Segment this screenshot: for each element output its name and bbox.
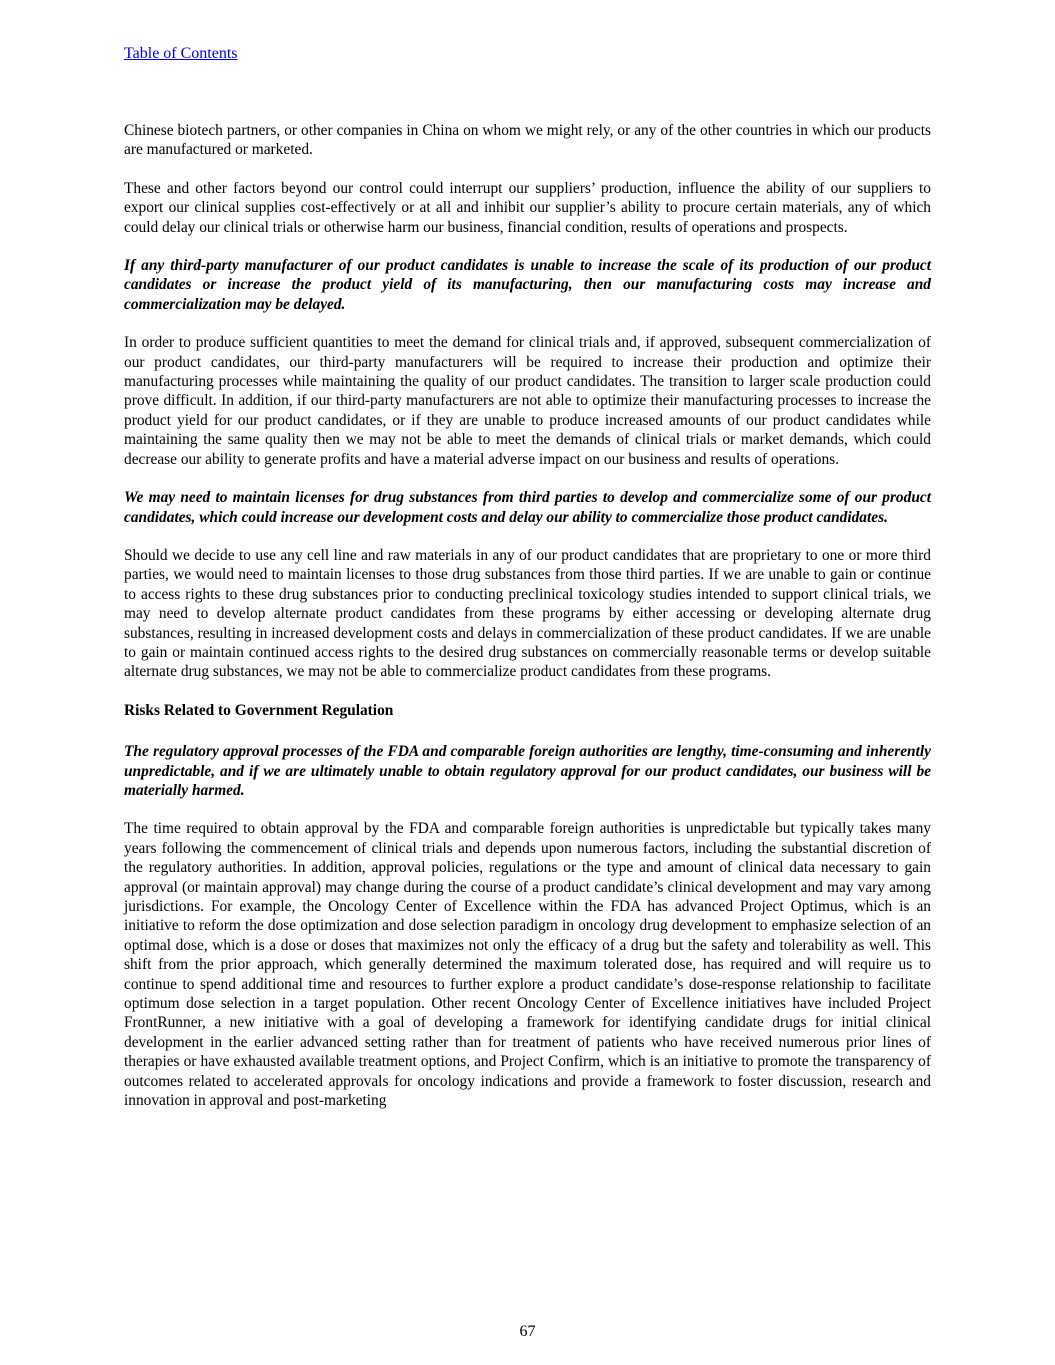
paragraph-supplier-factors: These and other factors beyond our control could interrupt our suppliers’ production, influence the ability of our suppliers to export our clinical supplies cost-effectively or at all and inhibit our supplier’s ability to procure certain materials, any of which could delay our clinical trials or otherwise harm our business, financial condition, results of operations and prospects. bbox=[124, 179, 931, 236]
paragraph-manufacturing-scale: In order to produce sufficient quantities to meet the demand for clinical trials and, if approved, subsequent commercialization of our product candidates, our third-party manufacturers will be required to increase their production and optimize their manufacturing processes while maintaining the quality of our product candidates. The transition to larger scale production could prove difficult. In addition, if our third-party manufacturers are not able to optimize their manufacturing processes to increase the product yield for our product candidates, or if they are unable to produce increased amounts of our product candidates while maintaining the same quality then we may not be able to meet the demands of clinical trials or market demands, which could decrease our ability to generate profits and have a material adverse impact on our business and results of operations. bbox=[124, 334, 931, 468]
risk-heading-drug-substance-licenses: We may need to maintain licenses for drug substances from third parties to develop and commercialize some of our product candidates, which could increase our development costs and delay our ability to commercialize those product candidates. bbox=[124, 489, 931, 526]
document-body bbox=[124, 121, 931, 1129]
paragraph-china-risk-continuation: Chinese biotech partners, or other companies in China on whom we might rely, or any of the other countries in which our products are manufactured or marketed. bbox=[124, 122, 931, 159]
section-heading-government-regulation: Risks Related to Government Regulation bbox=[124, 701, 394, 719]
risk-heading-manufacturing-scale: If any third-party manufacturer of our product candidates is unable to increase the scale of its production of our product candidates or increase the product yield of its manufacturing, then our manufacturing costs may increase and commercialization may be delayed. bbox=[124, 257, 931, 313]
page-number: 67 bbox=[519, 1323, 536, 1340]
risk-heading-regulatory-approval: The regulatory approval processes of the FDA and comparable foreign authorities are lengthy, time-consuming and inherently unpredictable, and if we are ultimately unable to obtain regulatory approval for our product candidates, our business will be materially harmed. bbox=[124, 743, 931, 799]
paragraph-regulatory-approval: The time required to obtain approval by the FDA and comparable foreign authorities is unpredictable but typically takes many years following the commencement of clinical trials and depends upon numerous factors, including the substantial discretion of the regulatory authorities. In addition, approval policies, regulations or the type and amount of clinical data necessary to gain approval (or maintain approval) may change during the course of a product candidate’s clinical development and may vary among jurisdictions. For example, the Oncology Center of Excellence within the FDA has advanced Project Optimus, which is an initiative to reform the dose optimization and dose selection paradigm in oncology drug development to emphasize selection of an optimal dose, which is a dose or doses that maximizes not only the efficacy of a drug but the safety and tolerability as well. This shift from the prior approach, which generally determined the maximum tolerated dose, has required and will require us to continue to spend additional time and resources to further explore a product candidate’s dose-response relationship to facilitate optimum dose selection in a target population. Other recent Oncology Center of Excellence initiatives have included Project FrontRunner, a new initiative with a goal of developing a framework for identifying candidate drugs for initial clinical development in the earlier advanced setting rather than for treatment of patients who have received numerous prior lines of therapies or have exhausted available treatment options, and Project Confirm, which is an initiative to promote the transparency of outcomes related to accelerated approvals for oncology indications and provide a framework to foster discussion, research and innovation in approval and post-marketing bbox=[124, 820, 931, 1110]
paragraph-drug-substance-licenses: Should we decide to use any cell line and raw materials in any of our product candidates that are proprietary to one or more third parties, we would need to maintain licenses to those drug substances from those third parties. If we are unable to gain or continue to access rights to these drug substances prior to conducting preclinical toxicology studies intended to support clinical trials, we may need to develop alternate product candidates from these programs by either accessing or developing alternate drug substances, resulting in increased development costs and delays in commercialization of these product candidates. If we are unable to gain or maintain continued access rights to the desired drug substances on commercially reasonable terms or develop suitable alternate drug substances, we may not be able to commercialize product candidates from these programs. bbox=[124, 546, 931, 681]
table-of-contents-link[interactable]: Table of Contents bbox=[124, 45, 238, 62]
